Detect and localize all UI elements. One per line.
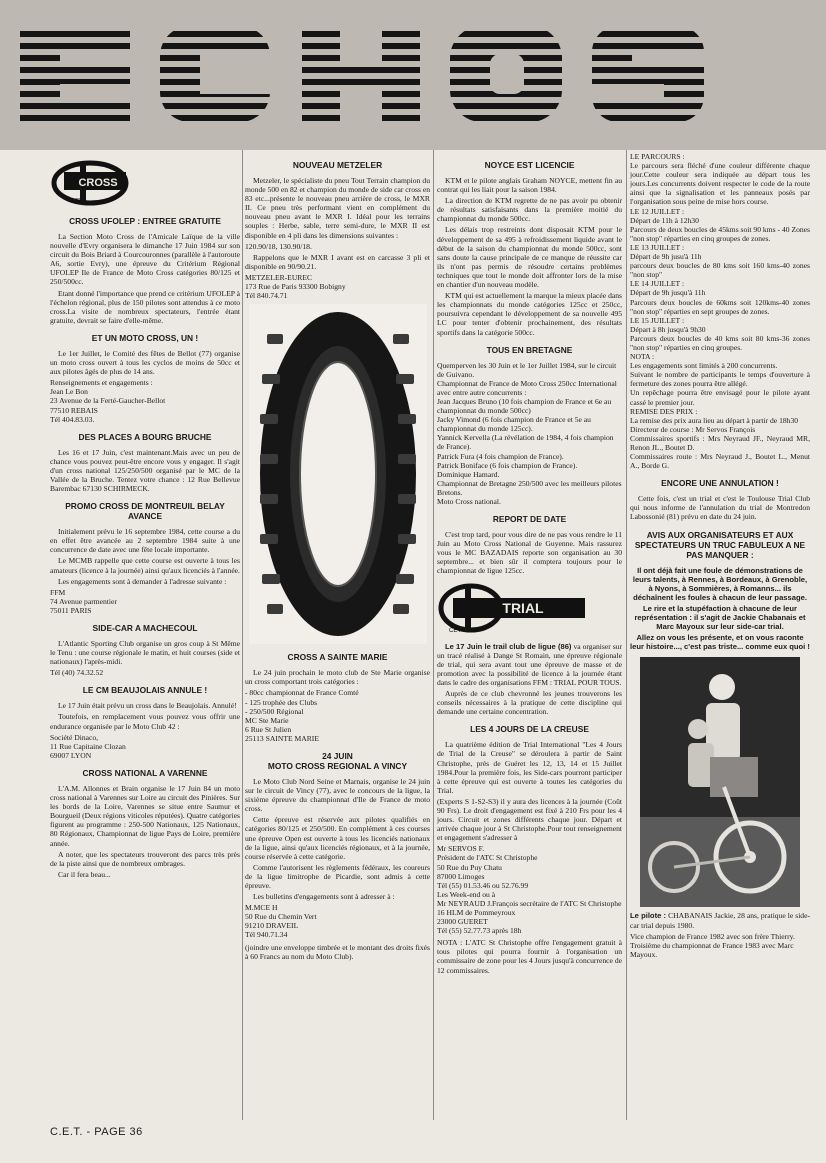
paragraph: C'est trop tard, pour vous dire de ne pas vous rendre le 11 Juin au Moto Cross National de Guyenne. Mais rassurez vous le MC BAZADAIS reporte son organisation au 30 septembre... et bien sûr il comptera toujours pour le championnat de ligue 125cc. bbox=[437, 530, 622, 576]
headline: NOYCE EST LICENCIE bbox=[484, 160, 575, 170]
letter-o bbox=[450, 26, 562, 122]
letter-e bbox=[20, 26, 132, 122]
address-block: - 80cc championnat de France Comté - 125 trophée des Clubs - 250/500 Régional MC Ste Marie 6 Rue St Julien 25113 SAINTE MARIE bbox=[245, 688, 359, 743]
headline: SIDE-CAR A MACHECOUL bbox=[92, 623, 198, 633]
page-footer: C.E.T. - PAGE 36 bbox=[50, 1126, 143, 1138]
logo-letters: CET bbox=[449, 627, 461, 634]
address-block: M.MCE H 50 Rue du Chemin Vert 91210 DRAVEIL Tél 940.71.34 bbox=[245, 903, 317, 940]
phone-line: Tél (40) 74.32.52 bbox=[50, 668, 104, 678]
paragraph: Allez on vous les présente, et on vous raconte leur histoire..., c'est pas triste... comme eux quoi ! bbox=[630, 633, 810, 652]
logo-label: CROSS bbox=[78, 177, 118, 189]
paragraph: Les délais trop restreints dont disposait KTM pour le développement de sa 495 à refroidissement liquide avant le début de la saison du championnat du monde 500cc, sont sans doute la cause principale de ce manque de réussite car ils n'ont pas permis de résoudre certains problèmes techniques que tout le monde doit affronter lors de la mise en chantier d'un nouveau modèle. bbox=[437, 225, 622, 290]
tire-photo bbox=[249, 304, 427, 644]
address-block: FFM 74 Avenue parmentier 75011 PARIS bbox=[50, 587, 117, 615]
caption-lead: Le pilote : bbox=[630, 911, 667, 921]
headline: CROSS A SAINTE MARIE bbox=[287, 652, 388, 663]
paragraph: Le MCMB rappelle que cette course est ouverte à tous les amateurs (licence à la journée) ainsi qu'aux licenciés à l'année. bbox=[50, 556, 240, 575]
address-block: Mr SERVOS F. Président de l'ATC St Christophe 50 Rue du Puy Chatu 87000 Limoges Tél (55) 01.53.46 ou 52.76.99 Les Week-end ou à Mr NEYRAUD J.François secrétaire de l'ATC St Christophe 16 HLM de Pommeyroux 23000 GUERET Tél (55) 52.77.73 après 18h bbox=[437, 844, 622, 936]
masthead bbox=[0, 0, 826, 150]
paragraph: Il ont déjà fait une foule de démonstrations de leurs talents, à Rennes, à Bordeaux, à Grenoble, à Nyons, à Sommières, à Romanns... ils déchaînent les foules à chacun de leur passage. bbox=[632, 565, 808, 602]
headline: ET UN MOTO CROSS, UN ! bbox=[91, 332, 199, 343]
paragraph: La Section Moto Cross de l'Amicale Laïque de la ville nouvelle d'Evry organisera le dimanche 17 Juin 1984 sur son circuit du Bois Briard à Courcouronnes (parallèle à l'autoroute A6, sortie Evry), une épreuve du Critérium Régional UFOLEP Ile de France de Moto Cross catégories 80/125 et 250/500cc. bbox=[50, 232, 240, 287]
paragraph: Cette fois, c'est un trial et c'est le Toulouse Trial Club qui nous informe de l'annulation du trial de Montredon Labossonié (81) prévu en date du 24 juin. bbox=[630, 494, 810, 522]
photo-caption-detail: Vice champion de France 1982 avec son frère Thierry. Troisième du championnat de France 1983 avec Marc Mayoux. bbox=[630, 931, 795, 959]
paragraph: Le 24 juin prochain le moto club de Ste Marie organise un cross comportant trois catégories : bbox=[245, 668, 430, 687]
column-4 bbox=[630, 152, 810, 1117]
paragraph: Initialement prévu le 16 septembre 1984, cette course a du en effet être avancée au 2 septembre 1984 suite à une concurrence de date avec une fête locale importante. bbox=[50, 527, 240, 555]
paragraph: Etant donné l'importance que prend ce critérium UFOLEP à l'échelon régional, plus de 150 pilotes sont attendus à ce moto cross.La visite de nombreux spectateurs, l'entrée étant gratuite, devrait se faire d'elle-même. bbox=[50, 288, 240, 325]
race-schedule: LE PARCOURS : Le parcours sera fléché d'une couleur différente chaque jour.Cette couleur sera indiquée au départ tous les jours.Les concurrents doivent respecter le code de la route ainsi que la signalisation et les panneaux posés par l'organisation sous peine de mise hors course. LE 12 JUILLET : Départ de 11h à 12h30 Parcours de deux boucles de 45kms soit 90 kms - 40 Zones "non stop" réparties en cinq groupes de zones. LE 13 JUILLET : Départ de 9h jusu'à 11h parcours deux boucles de 80 kms soit 160 kms-40 zones "non stop" LE 14 JUILLET : Départ de 9h jusqu'à 11h Parcours deux boucles de 60kms soit 120kms-40 zones "non stop" réparties en sept groupes de zones. LE 15 JUILLET : Départ à 8h jusqu'à 9h30 Parcours deux boucles de 40 kms soit 80 kms-36 zones "non stop" réparties en cinq groupes. NOTA : Les engagements sont limités à 200 concurrents. Suivant le nombre de participants le temps d'ouverture à fermeture des zones pourra être allégé. Un repêchage pourra être envisagé pour le pilote ayant cassé le premier jour. REMISE DES PRIX : La remise des prix aura lieu au départ à partir de 18h30 Directeur de course : Mr Servos François Commissaires sportifs : Mrs Neyraud JF., Neyraud MR, Renon JL., Boutet D. Commissaires route : Mrs Neyraud J., Boutet L., Menut A., Borde G. bbox=[630, 152, 810, 471]
tire-sizes: 120.90/18, 130.90/18. bbox=[245, 241, 312, 251]
paragraph: Cette épreuve est réservée aux pilotes qualifiés en catégories 80/125 et 250/500. En complément à ces courses une épreuve Open est ouverte à tous les licenciés nationaux de la ligue, ainsi qu'aux licenciés régionaux, et à la journée, course réservée à cette catégorie. bbox=[245, 815, 430, 861]
paragraph: KTM qui est actuellement la marque la mieux placée dans les championnats du monde catégories 125cc et 250cc, poursuivra cependant le développement de sa nouvelle 495 LC pour tenter d'obtenir prochainement, des résultats sportifs dans la catégorie 500cc. bbox=[437, 291, 622, 337]
cet-trial-logo bbox=[437, 582, 587, 634]
paragraph: Le 17 Juin était prévu un cross dans le Beaujolais. Annulé! bbox=[58, 701, 237, 711]
paragraph: va organiser sur un tracé réalisé à Dange St Romain, une épreuve régionale de trial, qui sera avant tout une épreuve de masse et de promotion avec la possibilité de licence à la journée étant dans le cadre des organisations FFM : TRIAL POUR TOUS. bbox=[437, 641, 622, 687]
paragraph: Comme l'autorisent les règlements fédéraux, les coureurs de la ligue limitrophe de Picardie, sont admis à cette épreuve. bbox=[245, 862, 430, 890]
logo-label: TRIAL bbox=[502, 599, 544, 616]
lead-in: Le 17 Juin le trail club de ligue (86) bbox=[445, 641, 572, 651]
paragraph: Rappelons que le MXR I avant est en carcasse 3 pli et disponible en 90/90.21. bbox=[245, 252, 430, 271]
headline: CROSS NATIONAL A VARENNE bbox=[82, 767, 208, 778]
cet-cross-logo bbox=[50, 158, 134, 208]
column-3 bbox=[437, 152, 622, 1117]
headline-date: 24 JUIN bbox=[322, 750, 353, 761]
paragraph: KTM et le pilote anglais Graham NOYCE, mettent fin au contrat qui les liait pour la saison 1984. bbox=[437, 176, 622, 195]
paragraph: L'A.M. Allonnes et Brain organise le 17 Juin 84 un moto cross national à Varennes sur Loire au circuit des Pinières. Sur les bords de la Loire, Varennes se situe entre Saumur et Bourgueil (Deux régions viticoles réputées). Quatre catégories figurent au programme : 250-500 Nationaux, 125 Nationaux, 80 Régionaux, Championnat de ligue Pays de Loire, première année. bbox=[50, 783, 240, 848]
paragraph: L'Atlantic Sporting Club organise un gros coup à St Même le Tenu : une course régionale le matin, et huit courses (side et nationaux) l'après-midi. bbox=[50, 639, 240, 667]
column-rule bbox=[433, 150, 434, 1120]
column-1 bbox=[50, 152, 240, 1117]
paragraph: Les 16 et 17 Juin, c'est maintenant.Mais avec un peu de chance vous pouvez peut-être encore vous y engager. Il s'agit d'un cross national 125/250/500 organisé par le MC de la Vallée de la Bruche. Tentez votre chance : 12 Rue Bellevue Barembac 67130 SCHIRMECK. bbox=[50, 447, 240, 494]
paragraph: Les bulletins d'engagements sont à adresser à : bbox=[253, 892, 395, 902]
paragraph: NOTA : L'ATC St Christophe offre l'engagement gratuit à tous pilotes qui pourra fournir à l'organisation un commissaire de zone pour les 4 Jours jusqu'à concurrence de 12 commissaires. bbox=[437, 938, 622, 975]
address-block: Renseignements et engagements : Jean Le Bon 23 Avenue de la Ferté-Gaucher-Bellot 77510 REBAIS Tél 404.83.03. bbox=[50, 378, 166, 424]
paragraph: Toutefois, en remplacement vous pouvez vous offrir une endurance organisée par le Moto Club 42 : bbox=[50, 712, 240, 731]
column-rule bbox=[242, 150, 243, 1120]
paragraph: Metzeler, le spécialiste du pneu Tout Terrain champion du monde 500 en 82 et champion du monde de side car cross en 83 etc...présente le nouveau pneu arrière de cross, le MXR II. Ce pneu très performant vient en complément du nouveau pneu avant le MXR I. Idéal pour les terrains souples : Herbe, sable, terre semi-dure, le MXR II est disponible en 4 pli dans les dimensions suivantes : bbox=[245, 176, 430, 240]
column-2 bbox=[245, 152, 430, 1117]
photo-caption: CHABANAIS Jackie, 28 ans, pratique le side-car trial depuis 1980. bbox=[630, 911, 810, 930]
rider-list: Quemperven les 30 Juin et le 1er Juillet 1984, sur le circuit de Guivano. Championnat de France de Moto Cross 250cc International avec entre autre concurrents : Jean Jacques Bruno (10 fois champion de France et 6e au championnat du monde 500cc) Jacky Vimond (6 fois champion de France et 5e au championnat du monde 125cc). Yannick Kervella (La révélation de 1984, 4 fois champion de France). Patrick Fura (4 fois champion de France). Patrick Boniface (6 fois champion de France). Dominique Hamard. Championnat de Bretagne 250/500 avec les meilleurs pilotes Bretons. Moto Cross national. bbox=[437, 360, 622, 506]
paragraph: La direction de KTM regrette de ne pas avoir pu obtenir de résultats satisfaisants dans la première moitié du championnat du monde 500cc. bbox=[437, 196, 622, 224]
headline: NOUVEAU METZELER bbox=[292, 160, 383, 170]
address-block: Société Dinaco, 11 Rue Capitaine Clozan 69007 LYON bbox=[50, 732, 126, 760]
letter-c bbox=[160, 26, 272, 122]
headline: ENCORE UNE ANNULATION ! bbox=[661, 478, 779, 489]
headline: LE CM BEAUJOLAIS ANNULE ! bbox=[82, 685, 208, 696]
paragraph: Le Moto Club Nord Seine et Marnais, organise le 24 juin sur le circuit de Vincy (77), avec le concours de la ligue, la sixième épreuve du championnat d'Ile de France de moto cross. bbox=[245, 776, 430, 814]
headline: MOTO CROSS REGIONAL A VINCY bbox=[267, 760, 408, 771]
headline: CROSS UFOLEP : ENTREE GRATUITE bbox=[69, 216, 221, 226]
paragraph: Le rire et la stupéfaction à chacune de leur représentation : il s'agit de Jackie Chabanais et Marc Mayoux sur leur side-car trial. bbox=[634, 603, 806, 632]
headline: TOUS EN BRETAGNE bbox=[486, 344, 573, 355]
paragraph: A noter, que les spectateurs trouveront des parcs très près de la piste ainsi que de nombreux ombrages. bbox=[50, 849, 240, 868]
letter-h bbox=[302, 26, 420, 122]
echos-logo bbox=[20, 18, 710, 130]
logo-letters: CET bbox=[70, 199, 82, 205]
column-rule bbox=[626, 150, 627, 1120]
headline: PROMO CROSS DE MONTREUIL BELAY AVANCE bbox=[65, 501, 225, 522]
paragraph: Car il fera beau... bbox=[58, 869, 111, 879]
headline: DES PLACES A BOURG BRUCHE bbox=[78, 431, 212, 442]
paragraph: Le 1er Juillet, le Comité des fêtes de Bellot (77) organise un moto cross ouvert à tous les cyclos de moins de 50cc et aux pilotes âgés de plus de 14 ans. bbox=[50, 348, 240, 377]
paragraph: Auprès de ce club chevronné les jeunes trouverons les conseils nécessaires à la pratique de cette discipline qui demande une certaine concentration. bbox=[437, 689, 622, 717]
paragraph: La quatrième édition de Trial International "Les 4 Jours de Trial de la Creuse" se déroulera à partir de Saint Christophe, près de Guéret les 12, 13, 14 et 15 Juillet 1984.Pour la première fois, les Side-cars pourront participer à cette épreuve qui est ouverte à toutes les catégories du Trial. bbox=[437, 740, 622, 795]
paragraph: Les engagements sont à demander à l'adresse suivante : bbox=[58, 576, 227, 586]
paragraph: (Experts S 1-S2-S3) il y aura des licences à la journée (Coût 90 Frs). Le droit d'engagement est fixé à 210 Frs pour les 4 jours. Circuit et zones différents chaque jour. Départ et arrivée chaque jour à St Christophe.Pour tout renseignement et engagement s'adresser à bbox=[437, 796, 622, 843]
address-block: METZELER-EUREC 173 Rue de Paris 93300 Bobigny Tél 840.74.71 bbox=[245, 272, 346, 301]
letter-s bbox=[590, 26, 706, 122]
headline: REPORT DE DATE bbox=[492, 514, 567, 525]
headline: LES 4 JOURS DE LA CREUSE bbox=[470, 724, 589, 735]
paragraph: (joindre une enveloppe timbrée et le montant des droits fixés à 60 Francs au nom du Moto Club). bbox=[245, 942, 430, 961]
headline: AVIS AUX ORGANISATEURS ET AUX SPECTATEURS UN TRUC FABULEUX A NE PAS MANQUER : bbox=[634, 529, 806, 560]
sidecar-trial-photo bbox=[640, 657, 800, 907]
